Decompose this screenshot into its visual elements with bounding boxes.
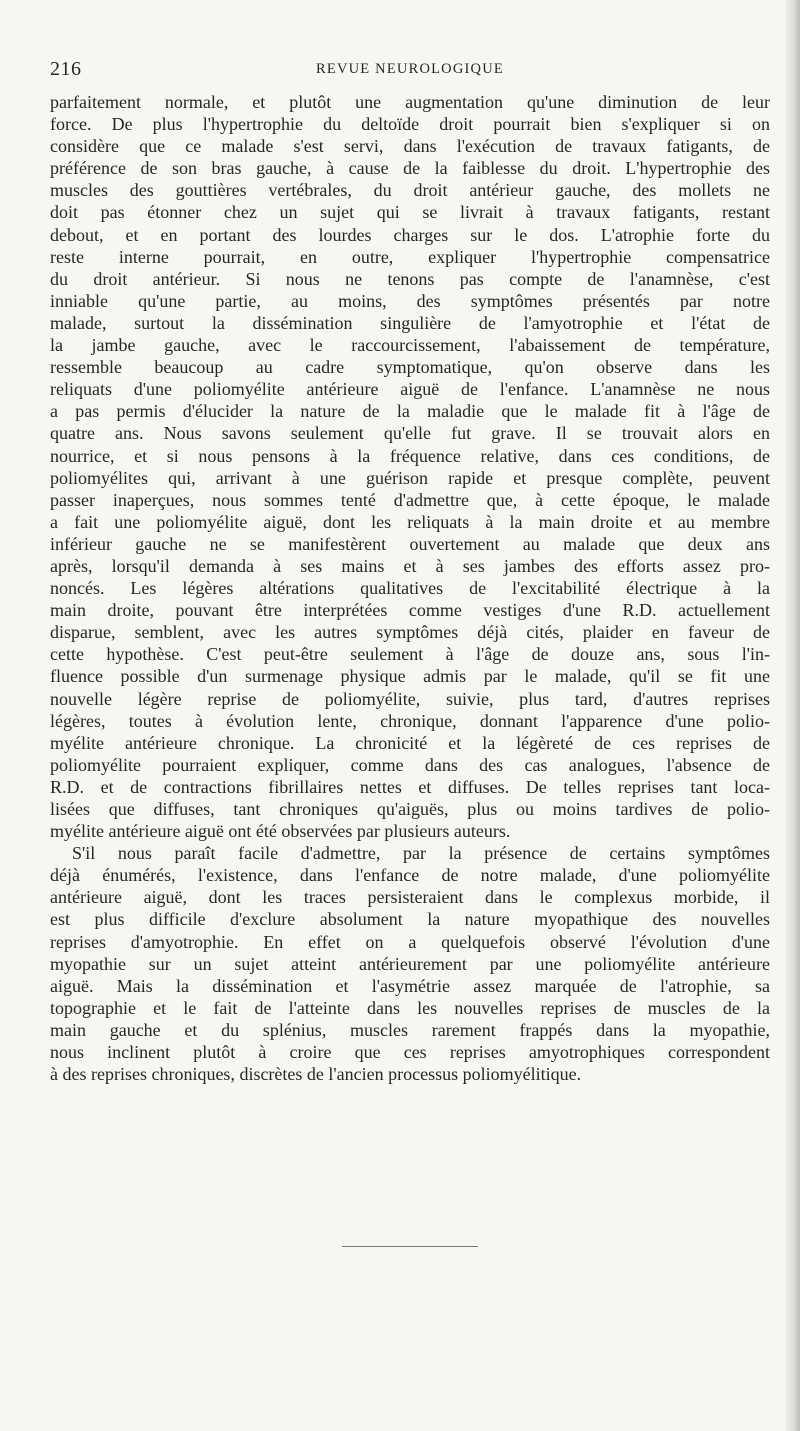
- text-line: considère que ce malade s'est servi, dans l'exécution de travaux fatigants, de: [50, 136, 770, 157]
- page-number: 216: [50, 58, 82, 80]
- text-line: S'il nous paraît facile d'admettre, par la présence de certains symptômes: [72, 843, 770, 864]
- text-line: parfaitement normale, et plutôt une augmentation qu'une diminution de leur: [50, 92, 770, 112]
- text-line: debout, et en portant des lourdes charges sur le dos. L'atrophie forte du: [50, 224, 770, 245]
- text-line: myopathie sur un sujet atteint antérieurement par une poliomyélite antérieure: [50, 953, 770, 974]
- text-line: reprises d'amyotrophie. En effet on a quelquefois observé l'évolution d'une: [50, 931, 770, 952]
- text-line: à des reprises chroniques, discrètes de l'ancien processus poliomyélitique.: [50, 1064, 582, 1085]
- text-line: la jambe gauche, avec le raccourcissement, l'abaissement de température,: [50, 335, 770, 356]
- text-line: noncés. Les légères altérations qualitatives de l'excitabilité électrique à la: [50, 578, 770, 599]
- body-text: [50, 91, 770, 1085]
- text-line: muscles des gouttières vertébrales, du droit antérieur gauche, des mollets ne: [50, 180, 770, 201]
- text-line: poliomyélite pourraient expliquer, comme dans des cas analogues, l'absence de: [50, 754, 770, 775]
- text-line: du droit antérieur. Si nous ne tenons pas compte de l'anamnèse, c'est: [50, 268, 770, 289]
- page-edge-shadow: [786, 0, 800, 1431]
- text-line: aiguë. Mais la dissémination et l'asymétrie assez marquée de l'atrophie, sa: [50, 975, 770, 996]
- text-line: ressemble beaucoup au cadre symptomatique, qu'on observe dans les: [50, 357, 770, 378]
- text-line: lisées que diffuses, tant chroniques qu'aiguës, plus ou moins tardives de polio-: [50, 799, 770, 819]
- text-line: myélite antérieure aiguë ont été observées par plusieurs auteurs.: [50, 821, 511, 842]
- text-line: antérieure aiguë, dont les traces persisteraient dans le complexus morbide, il: [50, 887, 770, 908]
- text-line: a pas permis d'élucider la nature de la maladie que le malade fit à l'âge de: [50, 401, 770, 422]
- text-line: légères, toutes à évolution lente, chronique, donnant l'apparence d'une polio-: [50, 710, 770, 731]
- text-line: topographie et le fait de l'atteinte dans les nouvelles reprises de muscles de la: [50, 997, 770, 1018]
- text-line: cette hypothèse. C'est peut-être seulement à l'âge de douze ans, sous l'in-: [50, 644, 770, 665]
- text-line: inniable qu'une partie, au moins, des symptômes présentés par notre: [50, 290, 770, 311]
- text-line: disparue, semblent, avec les autres symptômes déjà cités, plaider en faveur de: [50, 622, 770, 643]
- text-line: nouvelle légère reprise de poliomyélite, suivie, plus tard, d'autres reprises: [50, 688, 770, 709]
- footer-rule: [342, 1246, 478, 1247]
- text-line: main gauche et du splénius, muscles rarement frappés dans la myopathie,: [50, 1019, 770, 1040]
- text-line: doit pas étonner chez un sujet qui se livrait à travaux fatigants, restant: [50, 202, 770, 223]
- text-line: myélite antérieure chronique. La chronicité et la légèreté de ces reprises de: [50, 732, 770, 753]
- text-line: est plus difficile d'exclure absolument la nature myopathique des nouvelles: [50, 909, 770, 930]
- text-line: a fait une poliomyélite aiguë, dont les reliquats à la main droite et au membre: [50, 511, 770, 532]
- text-line: force. De plus l'hypertrophie du deltoïde droit pourrait bien s'expliquer si on: [50, 114, 770, 135]
- text-line: reliquats d'une poliomyélite antérieure aiguë de l'enfance. L'anamnèse ne nous: [50, 379, 770, 400]
- text-line: nourrice, et si nous pensons à la fréquence relative, dans ces conditions, de: [50, 445, 770, 466]
- text-line: reste interne pourrait, en outre, expliquer l'hypertrophie compensatrice: [50, 246, 770, 267]
- text-line: après, lorsqu'il demanda à ses mains et à ses jambes des efforts assez pro-: [50, 555, 770, 576]
- text-line: quatre ans. Nous savons seulement qu'elle fut grave. Il se trouvait alors en: [50, 423, 770, 444]
- text-line: poliomyélites qui, arrivant à une guérison rapide et presque complète, peuvent: [50, 467, 770, 488]
- page-header: [50, 58, 770, 82]
- text-line: déjà énumérés, l'existence, dans l'enfance de notre malade, d'une poliomyélite: [50, 865, 770, 886]
- text-line: main droite, pouvant être interprétées comme vestiges d'une R.D. actuellement: [50, 600, 770, 621]
- text-line: préférence de son bras gauche, à cause de la faiblesse du droit. L'hypertrophie des: [50, 158, 770, 179]
- text-line: R.D. et de contractions fibrillaires nettes et diffuses. De telles reprises tant loca-: [50, 776, 770, 797]
- text-line: inférieur gauche ne se manifestèrent ouvertement au malade que deux ans: [50, 533, 770, 554]
- text-line: nous inclinent plutôt à croire que ces reprises amyotrophiques correspondent: [50, 1042, 770, 1063]
- running-title: REVUE NEUROLOGIQUE: [316, 61, 504, 77]
- text-line: passer inaperçues, nous sommes tenté d'admettre que, à cette époque, le malade: [50, 489, 770, 510]
- text-line: fluence possible d'un surmenage physique admis par le malade, qu'il se fit une: [50, 666, 770, 687]
- text-line: malade, surtout la dissémination singulière de l'amyotrophie et l'état de: [50, 312, 770, 333]
